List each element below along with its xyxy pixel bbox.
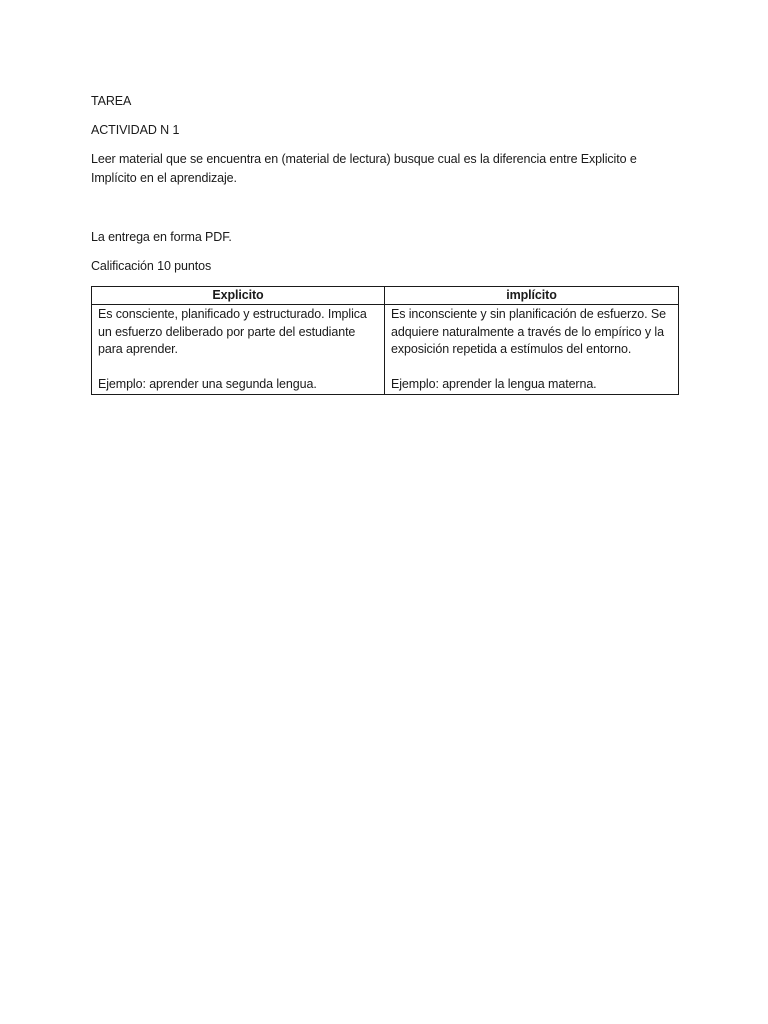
document-title: TAREA: [91, 94, 132, 108]
cell-spacer: [98, 359, 378, 377]
explicit-description: Es consciente, planificado y estructurado. Implica un esfuerzo deliberado por parte del estudiante para aprender.: [98, 307, 367, 356]
instruction-paragraph: Leer material que se encuentra en (material de lectura) busque cual es la diferencia entre Explicito e Implícito en el aprendizaje.: [91, 152, 637, 185]
explicit-cell: [92, 305, 385, 395]
table-row: [92, 305, 679, 395]
implicit-cell: [385, 305, 679, 395]
activity-heading: ACTIVIDAD N 1: [91, 123, 180, 137]
implicit-example: Ejemplo: aprender la lengua materna.: [391, 377, 597, 391]
header-explicit: Explicito: [92, 287, 385, 305]
cell-spacer: [391, 359, 672, 377]
header-implicit: implícito: [385, 287, 679, 305]
grade-note: Calificación 10 puntos: [91, 259, 212, 273]
table-header-row: [92, 287, 679, 305]
implicit-description: Es inconsciente y sin planificación de esfuerzo. Se adquiere naturalmente a través de lo empírico y la exposición repetida a estímulos del entorno.: [391, 307, 666, 356]
explicit-example: Ejemplo: aprender una segunda lengua.: [98, 377, 317, 391]
comparison-table: [91, 286, 679, 395]
delivery-note: La entrega en forma PDF.: [91, 230, 232, 244]
